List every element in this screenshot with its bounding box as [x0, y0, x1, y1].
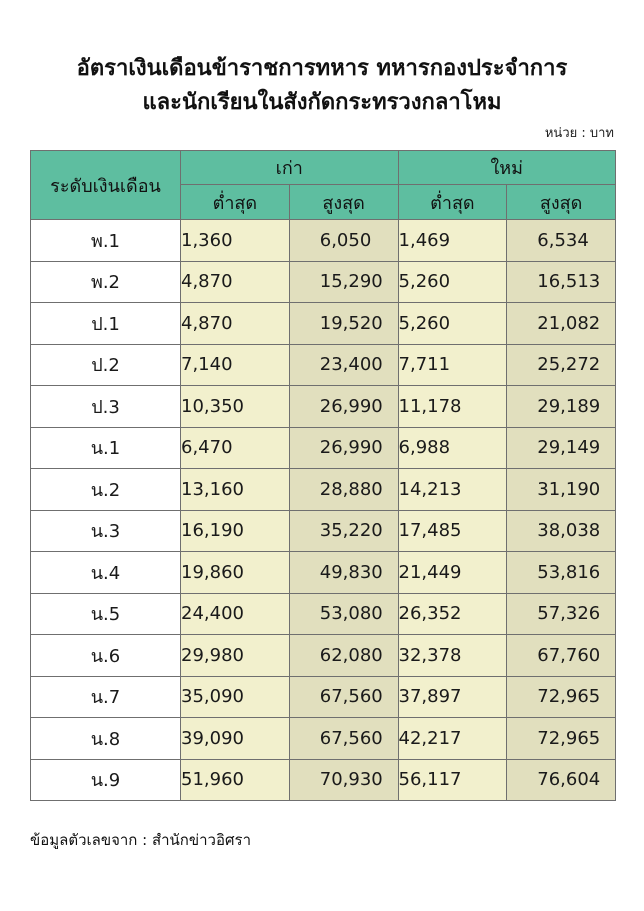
table-row	[31, 759, 616, 801]
old-min-cell: 19,860	[181, 552, 290, 594]
level-cell: พ.1	[31, 220, 181, 262]
old-max-cell: 28,880	[289, 469, 398, 511]
level-cell: ป.2	[31, 344, 181, 386]
old-min-cell: 24,400	[181, 593, 290, 635]
old-min-cell: 39,090	[181, 718, 290, 760]
old-max-cell: 62,080	[289, 635, 398, 677]
header-new-min: ต่ำสุด	[398, 185, 507, 220]
new-min-cell: 42,217	[398, 718, 507, 760]
new-min-cell: 14,213	[398, 469, 507, 511]
old-max-cell: 35,220	[289, 510, 398, 552]
old-min-cell: 10,350	[181, 386, 290, 428]
header-new-max: สูงสุด	[507, 185, 616, 220]
old-min-cell: 13,160	[181, 469, 290, 511]
table-row	[31, 469, 616, 511]
level-cell: ป.3	[31, 386, 181, 428]
source-credit: ข้อมูลตัวเลขจาก : สำนักข่าวอิศรา	[30, 831, 251, 849]
level-cell: น.8	[31, 718, 181, 760]
old-min-cell: 4,870	[181, 261, 290, 303]
old-min-cell: 1,360	[181, 220, 290, 262]
new-max-cell: 25,272	[507, 344, 616, 386]
table-row	[31, 593, 616, 635]
new-min-cell: 5,260	[398, 261, 507, 303]
new-min-cell: 17,485	[398, 510, 507, 552]
new-min-cell: 5,260	[398, 303, 507, 345]
old-max-cell: 26,990	[289, 427, 398, 469]
old-min-cell: 51,960	[181, 759, 290, 801]
old-max-cell: 23,400	[289, 344, 398, 386]
old-max-cell: 70,930	[289, 759, 398, 801]
old-min-cell: 35,090	[181, 676, 290, 718]
level-cell: น.4	[31, 552, 181, 594]
header-old-min: ต่ำสุด	[181, 185, 290, 220]
table-row	[31, 261, 616, 303]
old-max-cell: 26,990	[289, 386, 398, 428]
new-max-cell: 67,760	[507, 635, 616, 677]
new-min-cell: 26,352	[398, 593, 507, 635]
level-cell: น.5	[31, 593, 181, 635]
new-max-cell: 6,534	[507, 220, 616, 262]
old-max-cell: 67,560	[289, 718, 398, 760]
new-max-cell: 72,965	[507, 676, 616, 718]
old-max-cell: 67,560	[289, 676, 398, 718]
level-cell: น.9	[31, 759, 181, 801]
new-min-cell: 32,378	[398, 635, 507, 677]
level-cell: ป.1	[31, 303, 181, 345]
old-min-cell: 16,190	[181, 510, 290, 552]
header-salary-level: ระดับเงินเดือน	[31, 151, 181, 220]
new-max-cell: 76,604	[507, 759, 616, 801]
table-row	[31, 552, 616, 594]
new-min-cell: 37,897	[398, 676, 507, 718]
table-body	[31, 220, 616, 801]
level-cell: น.2	[31, 469, 181, 511]
new-min-cell: 11,178	[398, 386, 507, 428]
table-row	[31, 676, 616, 718]
old-max-cell: 49,830	[289, 552, 398, 594]
table-row	[31, 635, 616, 677]
new-max-cell: 53,816	[507, 552, 616, 594]
header-old-max: สูงสุด	[289, 185, 398, 220]
table-row	[31, 718, 616, 760]
old-min-cell: 29,980	[181, 635, 290, 677]
table-row	[31, 510, 616, 552]
old-max-cell: 15,290	[289, 261, 398, 303]
new-min-cell: 6,988	[398, 427, 507, 469]
new-min-cell: 21,449	[398, 552, 507, 594]
table-row	[31, 303, 616, 345]
header-group-new: ใหม่	[398, 151, 616, 185]
level-cell: น.3	[31, 510, 181, 552]
new-max-cell: 29,189	[507, 386, 616, 428]
page-title-line-1: อัตราเงินเดือนข้าราชการทหาร ทหารกองประจำการ	[76, 56, 568, 81]
new-min-cell: 56,117	[398, 759, 507, 801]
new-max-cell: 57,326	[507, 593, 616, 635]
old-max-cell: 53,080	[289, 593, 398, 635]
unit-label: หน่วย : บาท	[544, 126, 614, 141]
table-row	[31, 344, 616, 386]
page-title-line-2: และนักเรียนในสังกัดกระทรวงกลาโหม	[142, 90, 502, 115]
new-max-cell: 29,149	[507, 427, 616, 469]
table-row	[31, 386, 616, 428]
new-max-cell: 38,038	[507, 510, 616, 552]
table-header	[31, 151, 616, 220]
table-row	[31, 220, 616, 262]
level-cell: น.7	[31, 676, 181, 718]
new-max-cell: 16,513	[507, 261, 616, 303]
level-cell: พ.2	[31, 261, 181, 303]
level-cell: น.6	[31, 635, 181, 677]
new-min-cell: 1,469	[398, 220, 507, 262]
salary-table	[30, 150, 616, 801]
header-group-old: เก่า	[181, 151, 399, 185]
level-cell: น.1	[31, 427, 181, 469]
new-max-cell: 21,082	[507, 303, 616, 345]
table-row	[31, 427, 616, 469]
old-min-cell: 4,870	[181, 303, 290, 345]
old-max-cell: 19,520	[289, 303, 398, 345]
old-min-cell: 6,470	[181, 427, 290, 469]
old-min-cell: 7,140	[181, 344, 290, 386]
new-max-cell: 31,190	[507, 469, 616, 511]
new-max-cell: 72,965	[507, 718, 616, 760]
old-max-cell: 6,050	[289, 220, 398, 262]
new-min-cell: 7,711	[398, 344, 507, 386]
